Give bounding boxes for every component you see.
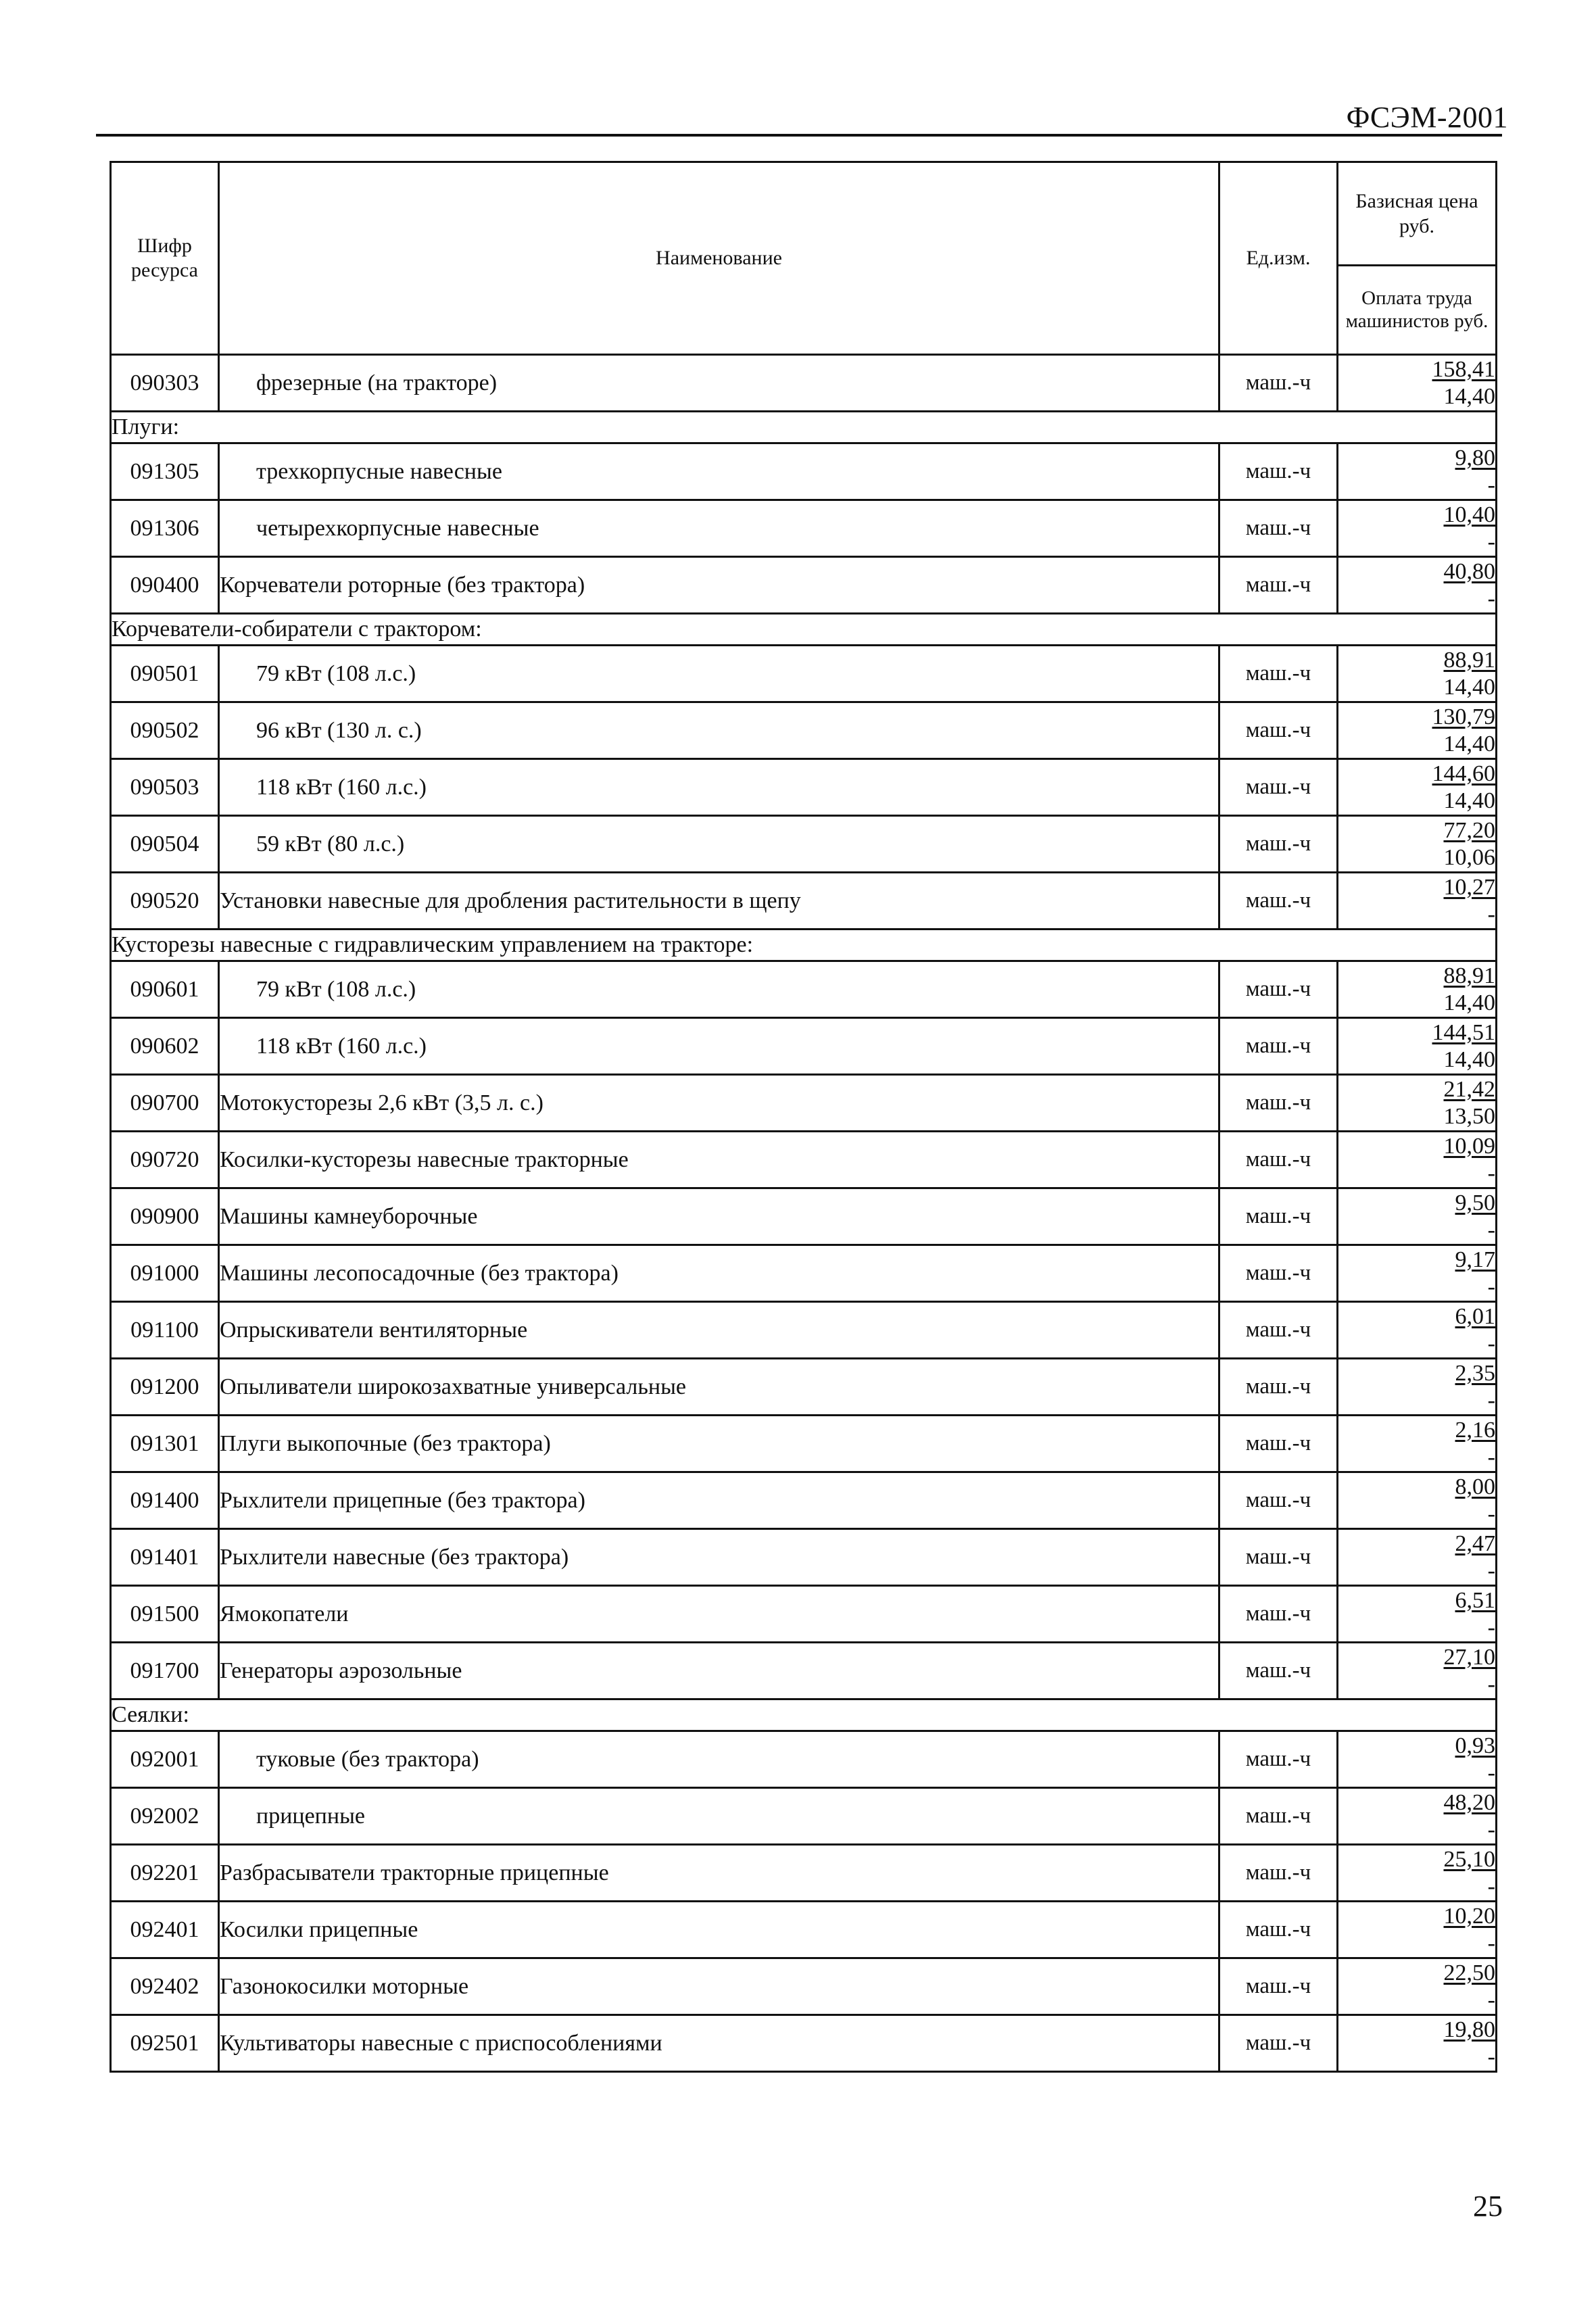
resource-name: фрезерные (на тракторе): [219, 355, 1219, 412]
operator-wage: 14,40: [1443, 674, 1495, 700]
operator-wage: -: [1487, 1816, 1495, 1842]
operator-wage: -: [1487, 2044, 1495, 2069]
table-body: [111, 355, 1497, 2072]
resource-code: 090720: [111, 1132, 219, 1188]
resource-code: 092001: [111, 1731, 219, 1788]
price-cell: [1338, 1788, 1497, 1845]
table-group-row: [111, 614, 1497, 646]
operator-wage: -: [1487, 529, 1495, 554]
table-group-row: [111, 930, 1497, 961]
table-row: [111, 1302, 1497, 1359]
unit-of-measure: маш.-ч: [1219, 1302, 1338, 1359]
operator-wage: 14,40: [1443, 383, 1495, 409]
resource-code: 091401: [111, 1529, 219, 1586]
price-cell: [1338, 557, 1497, 614]
base-price: 88,91: [1443, 963, 1495, 988]
base-price: 158,41: [1432, 356, 1495, 382]
base-price: 48,20: [1443, 1789, 1495, 1815]
operator-wage: 14,40: [1443, 1046, 1495, 1072]
operator-wage: -: [1487, 1760, 1495, 1785]
table-row: [111, 1529, 1497, 1586]
resource-code: 091700: [111, 1643, 219, 1699]
table-row: [111, 557, 1497, 614]
operator-wage: -: [1487, 1217, 1495, 1243]
resource-code: 091305: [111, 443, 219, 500]
column-header-name: Наименование: [219, 162, 1219, 355]
price-cell: [1338, 1902, 1497, 1958]
table-row: [111, 1586, 1497, 1643]
price-cell: [1338, 873, 1497, 930]
operator-wage: -: [1487, 1444, 1495, 1470]
resource-name: четырехкорпусные навесные: [219, 500, 1219, 557]
operator-wage: -: [1487, 1873, 1495, 1899]
column-header-price: Базисная цена руб.: [1338, 162, 1497, 266]
price-cell: [1338, 1958, 1497, 2015]
resource-code: 091100: [111, 1302, 219, 1359]
table-row: [111, 961, 1497, 1018]
table-row: [111, 759, 1497, 816]
operator-wage: 14,40: [1443, 788, 1495, 813]
operator-wage: 14,40: [1443, 731, 1495, 756]
unit-of-measure: маш.-ч: [1219, 443, 1338, 500]
table-group-row: [111, 412, 1497, 443]
base-price: 9,50: [1455, 1190, 1495, 1215]
unit-of-measure: маш.-ч: [1219, 1018, 1338, 1075]
operator-wage: -: [1487, 901, 1495, 927]
price-cell: [1338, 500, 1497, 557]
resource-name: Косилки-кусторезы навесные тракторные: [219, 1132, 1219, 1188]
column-header-wage: Оплата труда машинистов руб.: [1338, 265, 1497, 354]
resource-name: 59 кВт (80 л.с.): [219, 816, 1219, 873]
operator-wage: -: [1487, 1274, 1495, 1299]
resource-code: 090601: [111, 961, 219, 1018]
table-row: [111, 1472, 1497, 1529]
resource-code: 090700: [111, 1075, 219, 1132]
unit-of-measure: маш.-ч: [1219, 1529, 1338, 1586]
price-cell: [1338, 646, 1497, 702]
base-price: 2,16: [1455, 1417, 1495, 1443]
price-cell: [1338, 1731, 1497, 1788]
base-price: 77,20: [1443, 817, 1495, 843]
price-cell: [1338, 1132, 1497, 1188]
operator-wage: -: [1487, 1614, 1495, 1640]
group-label: Плуги:: [111, 412, 1497, 443]
resource-code: 092201: [111, 1845, 219, 1902]
unit-of-measure: маш.-ч: [1219, 1586, 1338, 1643]
operator-wage: -: [1487, 1160, 1495, 1186]
operator-wage: -: [1487, 472, 1495, 498]
resource-code: 090400: [111, 557, 219, 614]
table-group-row: [111, 1699, 1497, 1731]
resource-code: 090504: [111, 816, 219, 873]
operator-wage: -: [1487, 585, 1495, 611]
unit-of-measure: маш.-ч: [1219, 961, 1338, 1018]
table-header: [111, 162, 1497, 355]
price-cell: [1338, 1245, 1497, 1302]
base-price: 130,79: [1432, 704, 1495, 729]
resource-name: Мотокусторезы 2,6 кВт (3,5 л. с.): [219, 1075, 1219, 1132]
resource-name: 79 кВт (108 л.с.): [219, 646, 1219, 702]
base-price: 9,80: [1455, 445, 1495, 471]
resource-name: Рыхлители прицепные (без трактора): [219, 1472, 1219, 1529]
unit-of-measure: маш.-ч: [1219, 1902, 1338, 1958]
resource-code: 090501: [111, 646, 219, 702]
resource-name: 118 кВт (160 л.с.): [219, 759, 1219, 816]
table-row: [111, 1958, 1497, 2015]
base-price: 8,00: [1455, 1474, 1495, 1499]
resource-code: 090520: [111, 873, 219, 930]
base-price: 27,10: [1443, 1644, 1495, 1670]
price-cell: [1338, 759, 1497, 816]
resource-name: 118 кВт (160 л.с.): [219, 1018, 1219, 1075]
resource-code: 091306: [111, 500, 219, 557]
column-header-unit: Ед.изм.: [1219, 162, 1338, 355]
resource-name: Ямокопатели: [219, 1586, 1219, 1643]
unit-of-measure: маш.-ч: [1219, 1359, 1338, 1416]
base-price: 88,91: [1443, 647, 1495, 673]
base-price: 10,40: [1443, 502, 1495, 527]
unit-of-measure: маш.-ч: [1219, 1416, 1338, 1472]
unit-of-measure: маш.-ч: [1219, 759, 1338, 816]
resource-code: 092501: [111, 2015, 219, 2072]
operator-wage: -: [1487, 1330, 1495, 1356]
table-row: [111, 1188, 1497, 1245]
resource-name: прицепные: [219, 1788, 1219, 1845]
resource-name: трехкорпусные навесные: [219, 443, 1219, 500]
resource-name: Косилки прицепные: [219, 1902, 1219, 1958]
price-cell: [1338, 1586, 1497, 1643]
resource-name: Культиваторы навесные с приспособлениями: [219, 2015, 1219, 2072]
base-price: 10,27: [1443, 874, 1495, 900]
base-price: 6,01: [1455, 1303, 1495, 1329]
operator-wage: -: [1487, 1671, 1495, 1697]
base-price: 9,17: [1455, 1247, 1495, 1272]
unit-of-measure: маш.-ч: [1219, 1245, 1338, 1302]
unit-of-measure: маш.-ч: [1219, 1788, 1338, 1845]
operator-wage: -: [1487, 1387, 1495, 1413]
base-price: 40,80: [1443, 558, 1495, 584]
price-cell: [1338, 1302, 1497, 1359]
resource-code: 090900: [111, 1188, 219, 1245]
price-cell: [1338, 961, 1497, 1018]
resource-name: туковые (без трактора): [219, 1731, 1219, 1788]
table-row: [111, 443, 1497, 500]
operator-wage: 13,50: [1443, 1103, 1495, 1129]
resource-name: Рыхлители навесные (без трактора): [219, 1529, 1219, 1586]
unit-of-measure: маш.-ч: [1219, 1188, 1338, 1245]
base-price: 144,51: [1432, 1019, 1495, 1045]
page-number: 25: [1473, 2190, 1503, 2223]
resource-name: Плуги выкопочные (без трактора): [219, 1416, 1219, 1472]
price-cell: [1338, 816, 1497, 873]
base-price: 10,09: [1443, 1133, 1495, 1159]
table-row: [111, 2015, 1497, 2072]
resource-code: 090502: [111, 702, 219, 759]
resource-code: 091400: [111, 1472, 219, 1529]
unit-of-measure: маш.-ч: [1219, 557, 1338, 614]
table-row: [111, 646, 1497, 702]
base-price: 22,50: [1443, 1960, 1495, 1985]
base-price: 0,93: [1455, 1733, 1495, 1758]
table-row: [111, 816, 1497, 873]
table-row: [111, 1416, 1497, 1472]
price-cell: [1338, 1075, 1497, 1132]
table-row: [111, 1731, 1497, 1788]
resource-name: Генераторы аэрозольные: [219, 1643, 1219, 1699]
operator-wage: 14,40: [1443, 990, 1495, 1015]
unit-of-measure: маш.-ч: [1219, 873, 1338, 930]
header-rule: [96, 134, 1502, 137]
table-row: [111, 1902, 1497, 1958]
resource-code: 090602: [111, 1018, 219, 1075]
table-row: [111, 1132, 1497, 1188]
resource-name: Опрыскиватели вентиляторные: [219, 1302, 1219, 1359]
price-table: [110, 161, 1497, 2073]
resource-code: 090503: [111, 759, 219, 816]
unit-of-measure: маш.-ч: [1219, 500, 1338, 557]
price-cell: [1338, 1416, 1497, 1472]
resource-code: 092002: [111, 1788, 219, 1845]
operator-wage: -: [1487, 1930, 1495, 1956]
group-label: Корчеватели-собиратели с трактором:: [111, 614, 1497, 646]
base-price: 19,80: [1443, 2017, 1495, 2042]
table-row: [111, 355, 1497, 412]
column-header-code: Шифр ресурса: [111, 162, 219, 355]
resource-name: Установки навесные для дробления растительности в щепу: [219, 873, 1219, 930]
unit-of-measure: маш.-ч: [1219, 1958, 1338, 2015]
operator-wage: -: [1487, 1558, 1495, 1583]
price-cell: [1338, 355, 1497, 412]
resource-code: 092402: [111, 1958, 219, 2015]
price-cell: [1338, 1845, 1497, 1902]
table-row: [111, 1018, 1497, 1075]
unit-of-measure: маш.-ч: [1219, 816, 1338, 873]
table-row: [111, 1359, 1497, 1416]
price-cell: [1338, 1018, 1497, 1075]
document-code: ФСЭМ-2001: [1346, 101, 1508, 134]
unit-of-measure: маш.-ч: [1219, 702, 1338, 759]
table-row: [111, 702, 1497, 759]
base-price: 21,42: [1443, 1076, 1495, 1102]
group-label: Кусторезы навесные с гидравлическим управлением на тракторе:: [111, 930, 1497, 961]
resource-name: Корчеватели роторные (без трактора): [219, 557, 1219, 614]
base-price: 144,60: [1432, 761, 1495, 786]
resource-name: Машины камнеуборочные: [219, 1188, 1219, 1245]
table-row: [111, 1643, 1497, 1699]
unit-of-measure: маш.-ч: [1219, 2015, 1338, 2072]
price-cell: [1338, 1529, 1497, 1586]
price-cell: [1338, 2015, 1497, 2072]
unit-of-measure: маш.-ч: [1219, 646, 1338, 702]
base-price: 2,35: [1455, 1360, 1495, 1386]
resource-code: 092401: [111, 1902, 219, 1958]
unit-of-measure: маш.-ч: [1219, 1643, 1338, 1699]
resource-name: Машины лесопосадочные (без трактора): [219, 1245, 1219, 1302]
unit-of-measure: маш.-ч: [1219, 1132, 1338, 1188]
table-row: [111, 500, 1497, 557]
price-cell: [1338, 1643, 1497, 1699]
table-row: [111, 1788, 1497, 1845]
base-price: 2,47: [1455, 1530, 1495, 1556]
resource-code: 091301: [111, 1416, 219, 1472]
table-row: [111, 1245, 1497, 1302]
price-cell: [1338, 1359, 1497, 1416]
resource-code: 090303: [111, 355, 219, 412]
price-cell: [1338, 1472, 1497, 1529]
unit-of-measure: маш.-ч: [1219, 1731, 1338, 1788]
unit-of-measure: маш.-ч: [1219, 1075, 1338, 1132]
unit-of-measure: маш.-ч: [1219, 355, 1338, 412]
resource-name: 79 кВт (108 л.с.): [219, 961, 1219, 1018]
operator-wage: 10,06: [1443, 844, 1495, 870]
operator-wage: -: [1487, 1987, 1495, 2012]
table-row: [111, 1075, 1497, 1132]
unit-of-measure: маш.-ч: [1219, 1845, 1338, 1902]
group-label: Сеялки:: [111, 1699, 1497, 1731]
price-cell: [1338, 702, 1497, 759]
price-cell: [1338, 443, 1497, 500]
resource-name: 96 кВт (130 л. с.): [219, 702, 1219, 759]
resource-code: 091000: [111, 1245, 219, 1302]
table-row: [111, 873, 1497, 930]
operator-wage: -: [1487, 1501, 1495, 1526]
base-price: 10,20: [1443, 1903, 1495, 1929]
base-price: 6,51: [1455, 1587, 1495, 1613]
resource-code: 091500: [111, 1586, 219, 1643]
price-cell: [1338, 1188, 1497, 1245]
resource-name: Газонокосилки моторные: [219, 1958, 1219, 2015]
table-row: [111, 1845, 1497, 1902]
resource-code: 091200: [111, 1359, 219, 1416]
base-price: 25,10: [1443, 1846, 1495, 1872]
resource-name: Разбрасыватели тракторные прицепные: [219, 1845, 1219, 1902]
resource-name: Опыливатели широкозахватные универсальные: [219, 1359, 1219, 1416]
unit-of-measure: маш.-ч: [1219, 1472, 1338, 1529]
